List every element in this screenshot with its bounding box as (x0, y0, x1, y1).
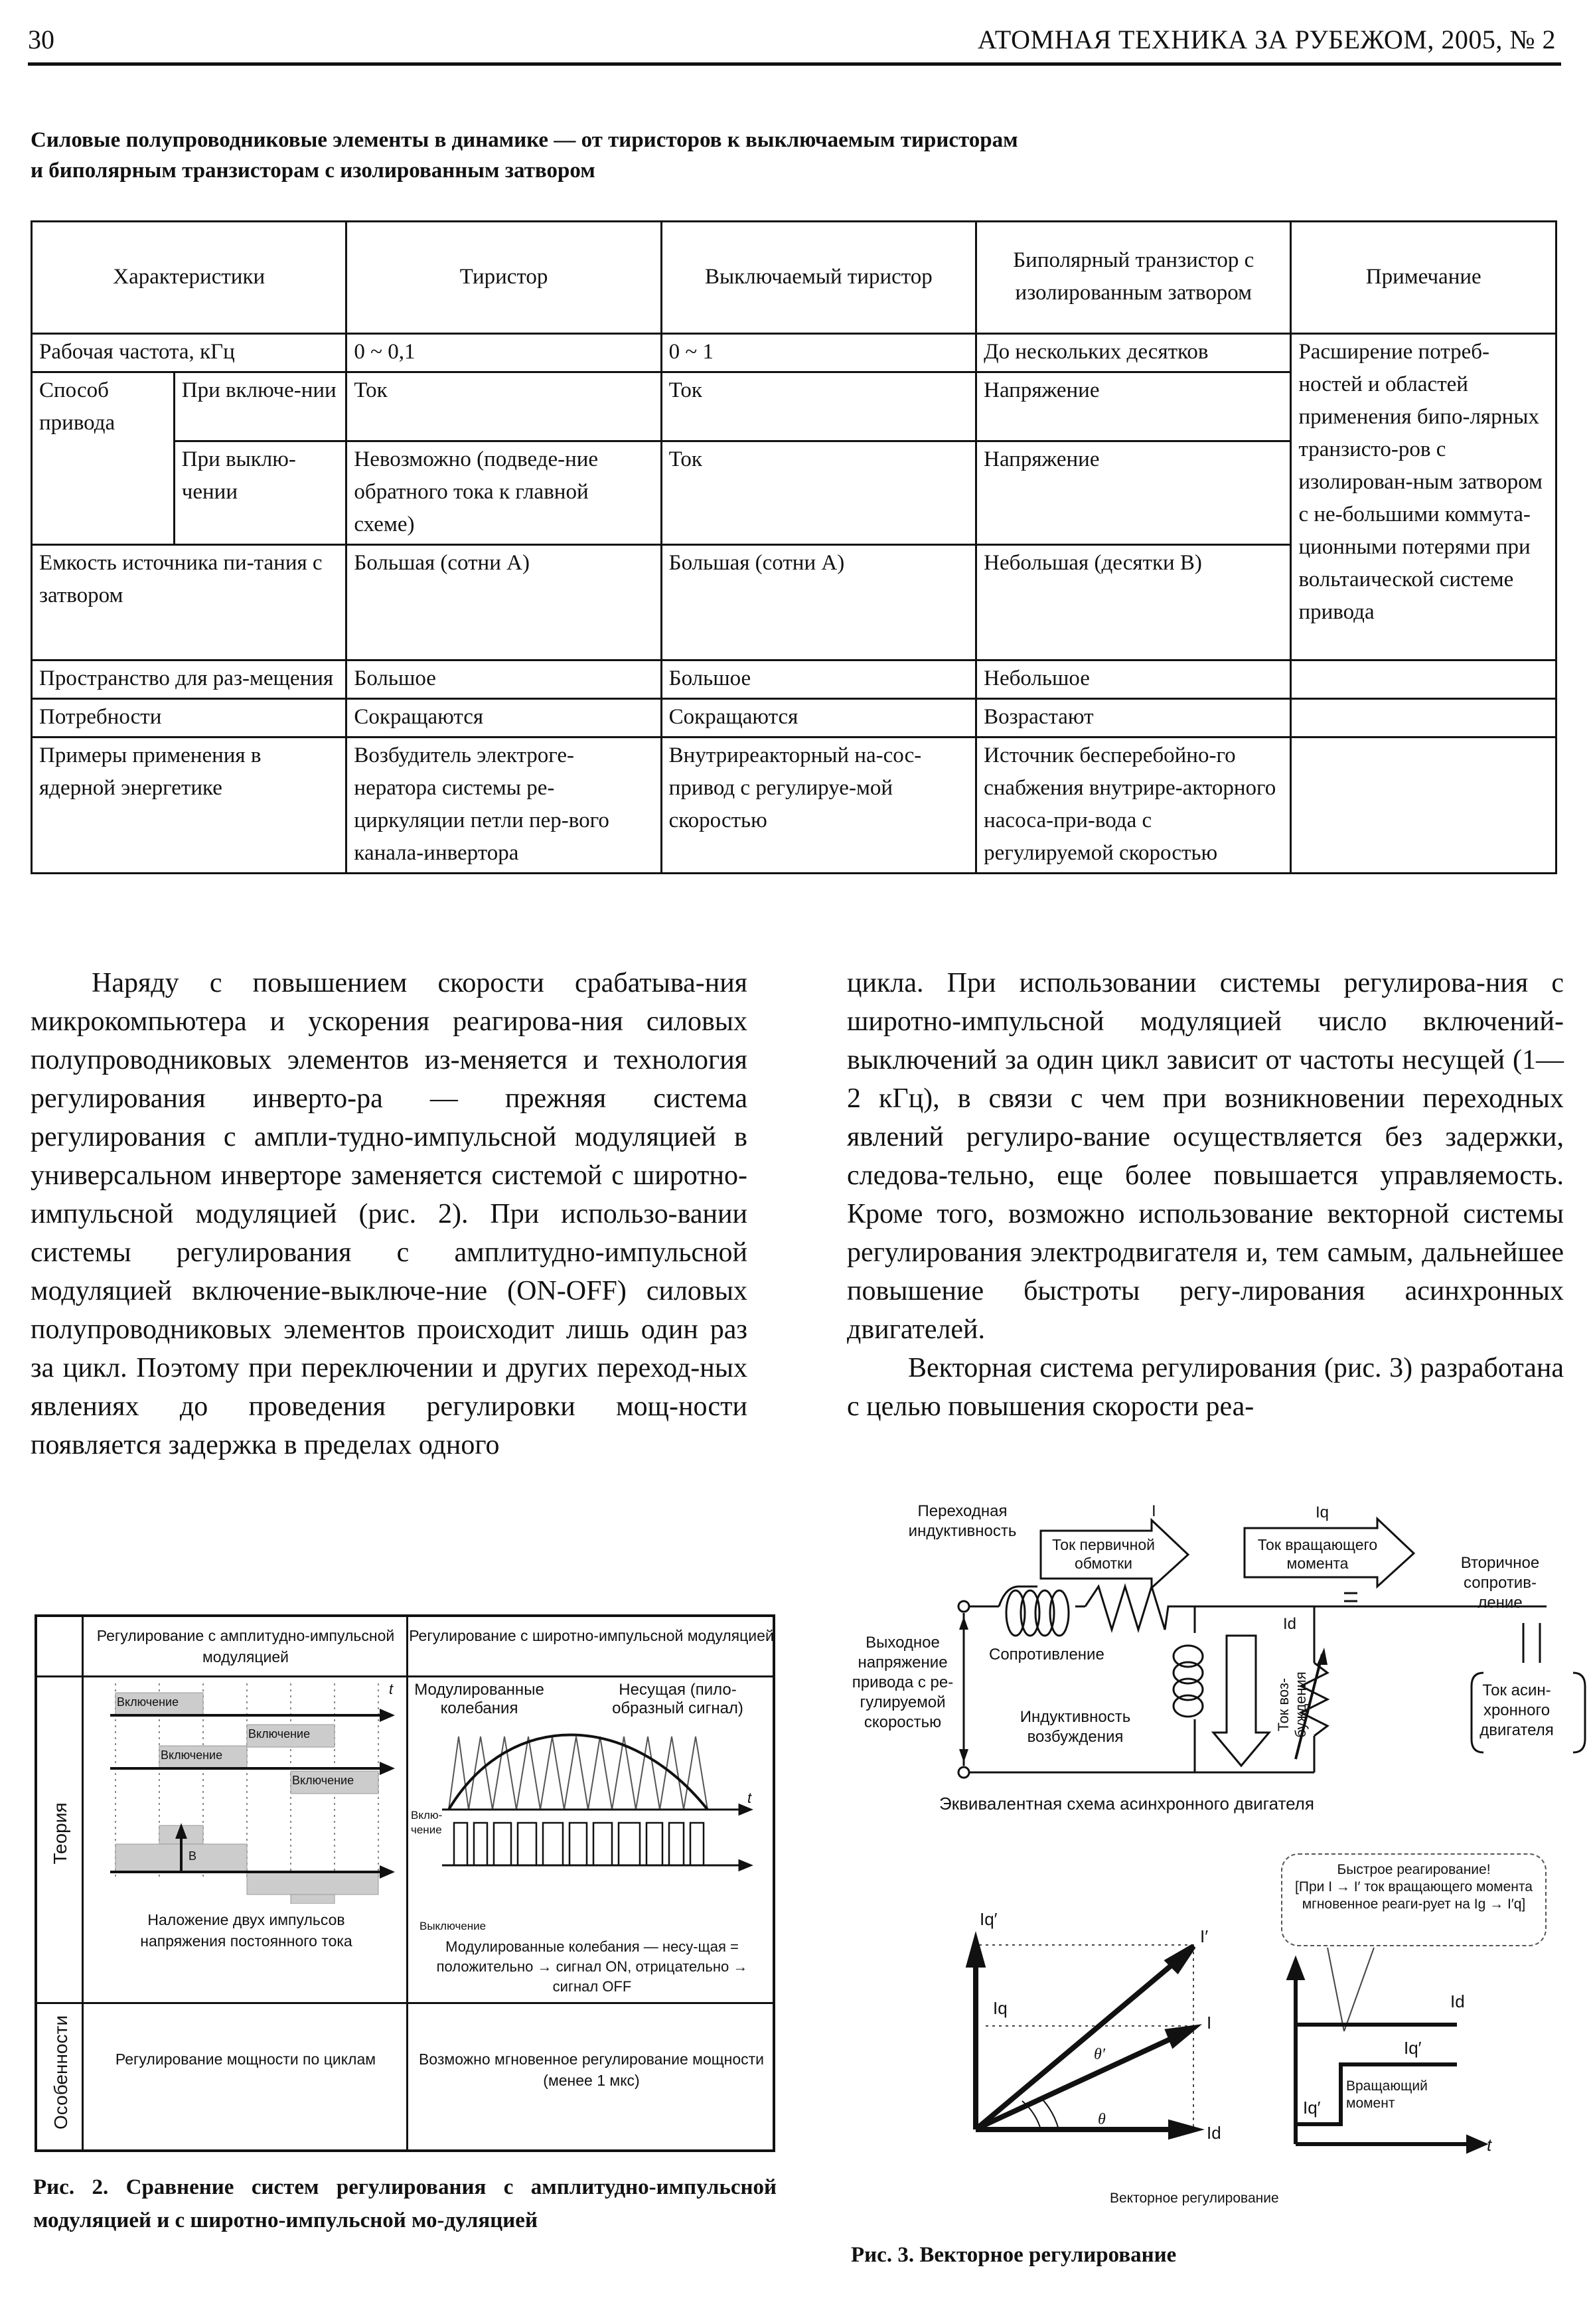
vector-label-Iq: Iq (993, 1998, 1008, 2018)
label-torque-current: Ток вращающего момента (1257, 1536, 1378, 1572)
row-label-drive-method: Способ привода (32, 372, 175, 545)
header-note: Примечание (1291, 222, 1556, 334)
figure-2 (35, 1614, 775, 2152)
vector-title: Векторное регулирование (1110, 2191, 1279, 2206)
vector-label-theta: θ (1098, 2111, 1106, 2128)
pam-caption: Наложение двух импульсов напряжения постоянного тока (140, 1911, 352, 1950)
circuit-title: Эквивалентная схема асинхронного двигателя (939, 1794, 1314, 1814)
cell: Большое (661, 660, 976, 699)
cell: Напряжение (976, 372, 1291, 441)
response-label-Id: Id (1450, 1991, 1465, 2011)
fig2-col-pam: Регулирование с амплитудно-импульсной модуляцией (96, 1627, 395, 1666)
label-output-voltage: Выходное напряжение привода с ре-гулируемой скоростью (852, 1634, 954, 1731)
cell: Большое (346, 660, 661, 699)
pam-axis-t: t (389, 1681, 394, 1697)
pam-label-on: Включение (248, 1727, 311, 1741)
cell: Невозможно (подведе-ние обратного тока к главной схеме) (346, 441, 661, 545)
table-row (32, 699, 1556, 737)
cell-empty (1291, 699, 1556, 737)
table-row (32, 334, 1556, 372)
table-title (31, 125, 1358, 186)
callout-text: [При I → I′ ток вращающего момента мгновенное реаги-рует на Ig → I′q] (1295, 1879, 1533, 1912)
figure-2-caption: Рис. 2. Сравнение систем регулирования с амплитудно-импульсной модуляцией и с широтно-импульсной мо-дуляцией (33, 2175, 777, 2232)
row-label-space: Пространство для раз-мещения (32, 660, 346, 699)
cell: 0 ~ 0,1 (346, 334, 661, 372)
cell: Возрастают (976, 699, 1291, 737)
row-label-examples: Примеры применения в ядерной энергетике (32, 737, 346, 874)
paragraph: Наряду с повышением скорости срабатыва-ния микрокомпьютера и ускорения реагирова-ния силовых полупроводниковых элементов из-меняется и технология регулирования инверто-ра — прежняя система регулирования с ампли-тудно-импульсной модуляцией в универсальном инверторе заменяется системой с широтно-импульсной модуляцией (рис. 2). При использо-вании системы регулирования с амплитудно-импульсной модуляцией включение-выключе-ние (ON-OFF) силовых полупроводниковых элементов происходит лишь один раз за цикл. Поэтому при переключении и других переход-ных явлениях до проведения регулировки мощ-ности появляется задержка в пределах одного (31, 968, 747, 1460)
row-label-needs: Потребности (32, 699, 346, 737)
pwm-label-on: Вклю-чение (411, 1809, 443, 1836)
pwm-diagram (429, 1723, 774, 1909)
fast-response-callout (1281, 1853, 1547, 1946)
comparison-table (31, 220, 1557, 874)
header-characteristics: Характеристики (32, 222, 346, 334)
cell: Сокращаются (661, 699, 976, 737)
label-primary-current: Ток первичной обмотки (1052, 1536, 1155, 1572)
note-cell: Расширение потреб-ностей и областей применения бипо-лярных транзисто-ров с изолирован-ным затвором с не-большими коммута-ционными потерями при вольтаической системе привода (1291, 334, 1556, 660)
pam-label-on: Включение (161, 1748, 223, 1762)
response-label-torque: Вращающий момент (1346, 2078, 1428, 2111)
pwm-caption: Модулированные колебания — несу-щая = положительно → сигнал ON, отрицательно → сигнал OFF (436, 1938, 748, 1995)
figure-3-caption: Рис. 3. Векторное регулирование (851, 2243, 1177, 2267)
pam-label-on: Включение (292, 1774, 354, 1787)
fig2-divider (37, 2002, 773, 2004)
header-gto: Выключаемый тиристор (661, 222, 976, 334)
table-header-row (32, 222, 1556, 334)
cell-empty (1291, 660, 1556, 699)
pwm-feature: Возможно мгновенное регулирование мощности (менее 1 мкс) (418, 2051, 765, 2089)
cell: Ток (661, 372, 976, 441)
cell: Возбудитель электроге-нератора системы ре-циркуляции петли пер-вого канала-инвертора (346, 737, 661, 874)
cell: Большая (сотни А) (346, 545, 661, 660)
fig2-divider (406, 1617, 408, 2149)
label-async-current: Ток асин-хронного двигателя (1479, 1681, 1554, 1739)
cell: Небольшая (десятки В) (976, 545, 1291, 660)
vector-label-I: I (1207, 2013, 1212, 2033)
paragraph: цикла. При использовании системы регулирова-ния с широтно-импульсной модуляцией число включений-выключений за один цикл зависит от частоты несущей (1—2 кГц), в связи с чем при возникновении переходных явлений регулиро-вание осуществляется без задержки, следова-тельно, еще более повышается управляемость. Кроме того, возможно использование векторной системы регулирования электродвигателя и, тем самым, дальнейшее повышение быстроты регу-лирования асинхронных двигателей. (847, 968, 1564, 1345)
fig2-divider (37, 1675, 773, 1677)
pwm-axis-t: t (747, 1790, 752, 1806)
vector-label-I-prime: I′ (1200, 1926, 1209, 1946)
vector-label-theta-prime: θ′ (1094, 2046, 1106, 2063)
row-label-gate-supply: Емкость источника пи-тания с затвором (32, 545, 346, 660)
callout-title: Быстрое реагирование! (1337, 1862, 1491, 1877)
row-label-drive-off: При выклю-чении (174, 441, 346, 545)
table-row (32, 660, 1556, 699)
vector-label-Iq-prime: Iq′ (980, 1909, 998, 1929)
cell: Источник бесперебойно-го снабжения внутрире-акторного насоса-при-вода с регулируемой скоростью (976, 737, 1291, 874)
label-secondary-resistance: Вторичное сопротив-ление (1460, 1554, 1540, 1612)
vector-label-Id: Id (1207, 2123, 1221, 2143)
label-Id: Id (1283, 1615, 1297, 1633)
cell: Напряжение (976, 441, 1291, 545)
pwm-label-modulated: Модулированные колебания (414, 1681, 544, 1717)
fig2-row-theory: Теория (50, 1802, 70, 1865)
paragraph: Векторная система регулирования (рис. 3) разработана с целью повышения скорости реа- (847, 1353, 1564, 1422)
cell: Ток (661, 441, 976, 545)
header-igbt: Биполярный транзистор с изолированным затвором (976, 222, 1291, 334)
header-thyristor: Тиристор (346, 222, 661, 334)
pwm-label-off: Выключение (419, 1920, 487, 1932)
row-label-drive-on: При включе-нии (174, 372, 346, 441)
table-title-line-1: Силовые полупроводниковые элементы в динамике — от тиристоров к выключаемым тиристорам (31, 128, 1018, 152)
journal-title: АТОМНАЯ ТЕХНИКА ЗА РУБЕЖОМ, 2005, № 2 (977, 25, 1556, 54)
label-excitation-inductance: Индуктивность возбуждения (1020, 1708, 1131, 1746)
cell: Ток (346, 372, 661, 441)
row-label-frequency: Рабочая частота, кГц (32, 334, 346, 372)
cell: До нескольких десятков (976, 334, 1291, 372)
fig2-col-pwm: Регулирование с широтно-импульсной модуляцией (409, 1627, 774, 1644)
cell: Большая (сотни А) (661, 545, 976, 660)
table-title-line-2: и биполярным транзисторам с изолированным затвором (31, 159, 595, 183)
table-row (32, 737, 1556, 874)
label-excitation-current: Ток воз-буждения (1275, 1671, 1309, 1738)
header-rule (28, 62, 1561, 66)
cell-empty (1291, 737, 1556, 874)
cell: 0 ~ 1 (661, 334, 976, 372)
label-Iq: Iq (1316, 1504, 1329, 1521)
label-I: I (1152, 1502, 1156, 1520)
response-label-Iq-prime-left: Iq′ (1303, 2098, 1321, 2118)
fig2-row-features: Особенности (50, 2015, 71, 2130)
response-axis-t: t (1487, 2135, 1492, 2155)
response-label-Iq-prime-top: Iq′ (1404, 2038, 1422, 2058)
cell: Сокращаются (346, 699, 661, 737)
pwm-label-carrier: Несущая (пило-образный сигнал) (612, 1681, 743, 1717)
page-number: 30 (28, 25, 54, 54)
cell: Небольшое (976, 660, 1291, 699)
pam-label-b: B (189, 1849, 197, 1863)
pam-label-on: Включение (117, 1695, 179, 1709)
pam-feature: Регулирование мощности по циклам (115, 2051, 376, 2068)
body-column-right (847, 964, 1564, 1426)
label-transient-inductance: Переходная индуктивность (908, 1502, 1017, 1540)
pam-diagram (86, 1678, 405, 1904)
label-resistance: Сопротивление (989, 1646, 1104, 1664)
body-column-left (31, 964, 747, 1464)
cell: Внутриреакторный на-сос-привод с регулируе-мой скоростью (661, 737, 976, 874)
